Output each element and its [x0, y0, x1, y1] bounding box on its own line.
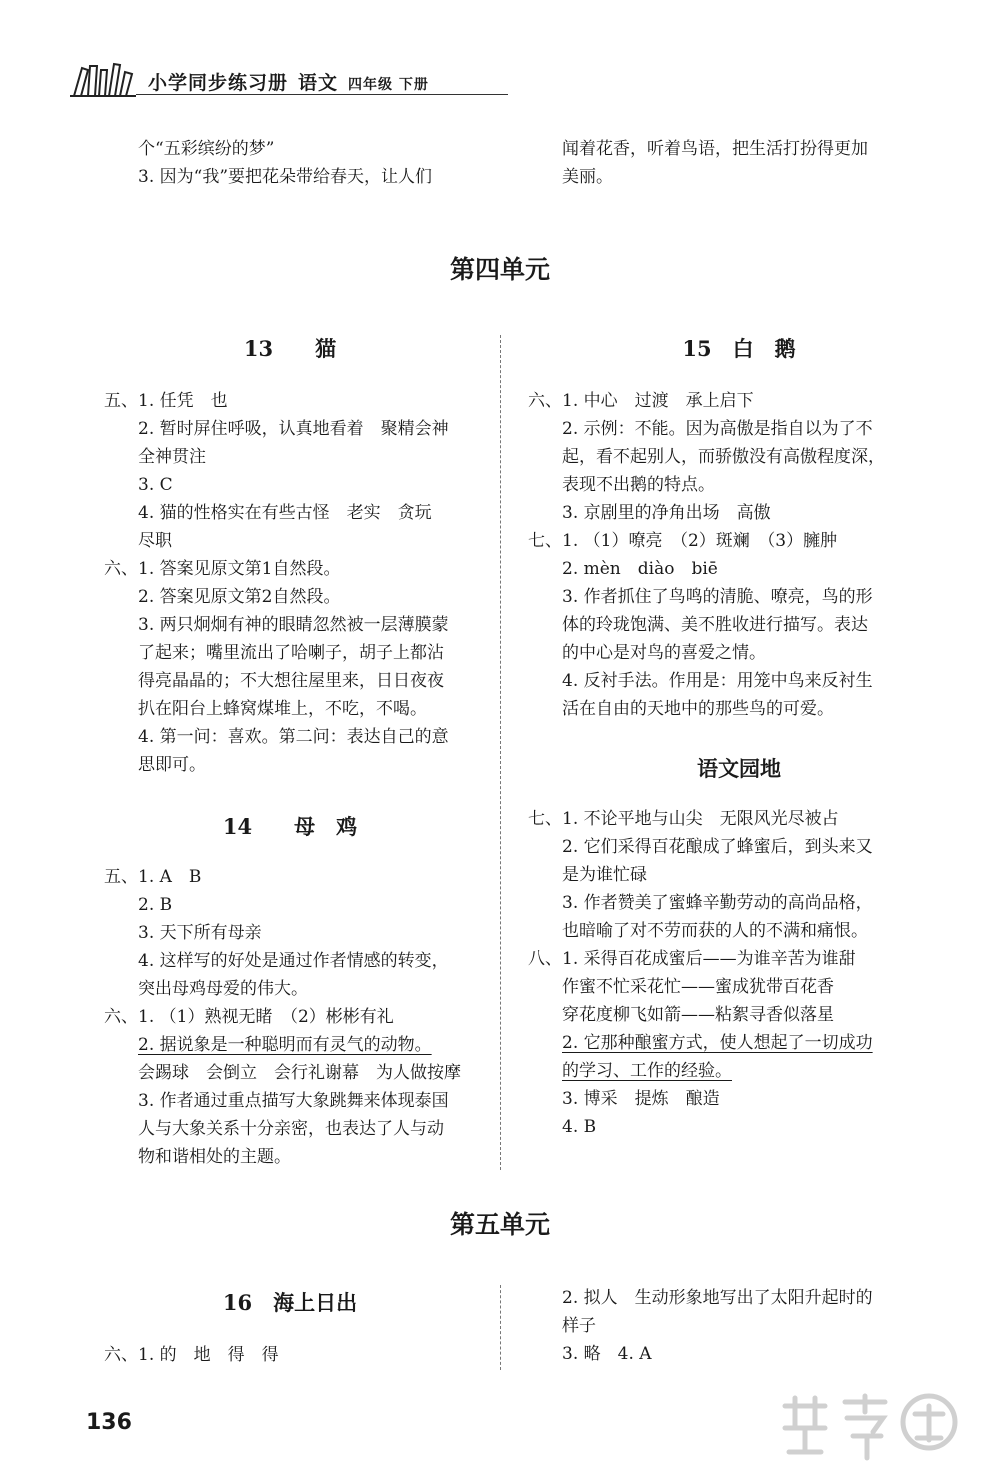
- text-line: 六、1. （1）熟视无睹 （2）彬彬有礼: [104, 1007, 394, 1027]
- text-line: 2. 它们采得百花酿成了蜂蜜后，到头来又: [562, 837, 873, 857]
- text-line: 五、1. 任凭 也: [104, 391, 228, 411]
- underlined-line: 的学习、工作的经验。: [562, 1061, 732, 1081]
- text-line: 闻着花香，听着鸟语，把生活打扮得更加: [562, 139, 868, 159]
- text-line: 扒在阳台上蜂窝煤堆上，不吃，不喝。: [138, 699, 427, 719]
- text-line: 穿花度柳飞如箭——粘絮寻香似落星: [562, 1005, 834, 1025]
- text-line: 活在自由的天地中的那些鸟的可爱。: [562, 699, 834, 719]
- text-line: 六、1. 中心 过渡 承上启下: [528, 391, 754, 411]
- text-line: 3. 作者抓住了鸟鸣的清脆、嘹亮，鸟的形: [562, 587, 873, 607]
- grade-label: 四年级 下册: [348, 77, 429, 93]
- underlined-line: 2. 它那种酿蜜方式，使人想起了一切成功: [562, 1033, 873, 1053]
- text-line: 七、1. （1）嘹亮 （2）斑斓 （3）臃肿: [528, 531, 838, 551]
- watermark-icon: [775, 1392, 965, 1464]
- text-line: 3. 作者通过重点描写大象跳舞来体现泰国: [138, 1091, 449, 1111]
- text-line: 突出母鸡母爱的伟大。: [138, 979, 308, 999]
- subject-label: 语文: [298, 72, 339, 94]
- text-line: 2. 示例：不能。因为高傲是指自以为了不: [562, 419, 873, 439]
- text-line: 表现不出鹅的特点。: [562, 475, 715, 495]
- text-line: 思即可。: [138, 755, 206, 775]
- lesson-title: 13 猫: [243, 336, 337, 361]
- text-line: 3. 天下所有母亲: [138, 923, 262, 943]
- section-title: 语文园地: [697, 756, 781, 781]
- text-line: 2. B: [138, 895, 173, 915]
- lesson-title: 14 母 鸡: [222, 814, 358, 839]
- text-line: 2. mèn diào biē: [562, 559, 718, 579]
- text-line: 人与大象关系十分亲密，也表达了人与动: [138, 1119, 444, 1139]
- text-line: 3. 略 4. A: [562, 1344, 652, 1364]
- text-line: 4. 猫的性格实在有些古怪 老实 贪玩: [138, 503, 432, 523]
- lesson-title: 16 海上日出: [222, 1290, 358, 1315]
- header-rule: [136, 94, 508, 95]
- underlined-line: 2. 据说象是一种聪明而有灵气的动物。: [138, 1035, 432, 1055]
- text-line: 4. 反衬手法。作用是：用笼中鸟来反衬生: [562, 671, 873, 691]
- text-line: 美丽。: [562, 167, 613, 187]
- unit-title: 第五单元: [449, 1210, 550, 1239]
- books-logo-icon: [70, 62, 136, 98]
- text-line: 得亮晶晶的；不大想往屋里来，日日夜夜: [138, 671, 444, 691]
- text-line: 全神贯注: [138, 447, 206, 467]
- text-line: 2. 拟人 生动形象地写出了太阳升起时的: [562, 1288, 873, 1308]
- text-line: 3. C: [138, 475, 173, 495]
- text-line: 4. 这样写的好处是通过作者情感的转变，: [138, 951, 449, 971]
- lesson-title: 15 白 鹅: [682, 336, 796, 361]
- text-line: 了起来；嘴里流出了哈喇子，胡子上都沾: [138, 643, 444, 663]
- text-line: 3. 因为“我”要把花朵带给春天，让人们: [138, 167, 433, 187]
- header-title: [148, 68, 429, 95]
- text-line: 是为谁忙碌: [562, 865, 647, 885]
- column-divider: [500, 1285, 501, 1370]
- text-line: 4. B: [562, 1117, 597, 1137]
- text-line: 八、1. 采得百花成蜜后——为谁辛苦为谁甜: [528, 949, 856, 969]
- page-header: [70, 62, 510, 102]
- text-line: 物和谐相处的主题。: [138, 1147, 291, 1167]
- text-line: 六、1. 的 地 得 得: [104, 1345, 279, 1365]
- text-line: 五、1. A B: [104, 867, 202, 887]
- page-number: 136: [86, 1410, 132, 1435]
- text-line: 起，看不起别人，而骄傲没有高傲程度深，: [562, 447, 885, 467]
- unit-title: 第四单元: [449, 255, 550, 284]
- text-line: 作蜜不忙采花忙——蜜成犹带百花香: [562, 977, 834, 997]
- series-title: 小学同步练习册: [148, 72, 289, 94]
- text-line: 七、1. 不论平地与山尖 无限风光尽被占: [528, 809, 839, 829]
- text-line: 3. 两只炯炯有神的眼睛忽然被一层薄膜蒙: [138, 615, 449, 635]
- text-line: 会踢球 会倒立 会行礼谢幕 为人做按摩: [138, 1063, 461, 1083]
- text-line: 样子: [562, 1316, 596, 1336]
- text-line: 2. 答案见原文第2自然段。: [138, 587, 341, 607]
- text-line: 的中心是对鸟的喜爱之情。: [562, 643, 766, 663]
- text-line: 六、1. 答案见原文第1自然段。: [104, 559, 341, 579]
- column-divider: [500, 335, 501, 1170]
- text-line: 也暗喻了对不劳而获的人的不满和痛恨。: [562, 921, 868, 941]
- text-line: 3. 作者赞美了蜜蜂辛勤劳动的高尚品格，: [562, 893, 873, 913]
- text-line: 2. 暂时屏住呼吸，认真地看着 聚精会神: [138, 419, 449, 439]
- text-line: 4. 第一问：喜欢。第二问：表达自己的意: [138, 727, 449, 747]
- text-line: 个“五彩缤纷的梦”: [138, 139, 275, 159]
- text-line: 3. 博采 提炼 酿造: [562, 1089, 720, 1109]
- text-line: 3. 京剧里的净角出场 高傲: [562, 503, 771, 523]
- text-line: 尽职: [138, 531, 172, 551]
- text-line: 体的玲珑饱满、美不胜收进行描写。表达: [562, 615, 868, 635]
